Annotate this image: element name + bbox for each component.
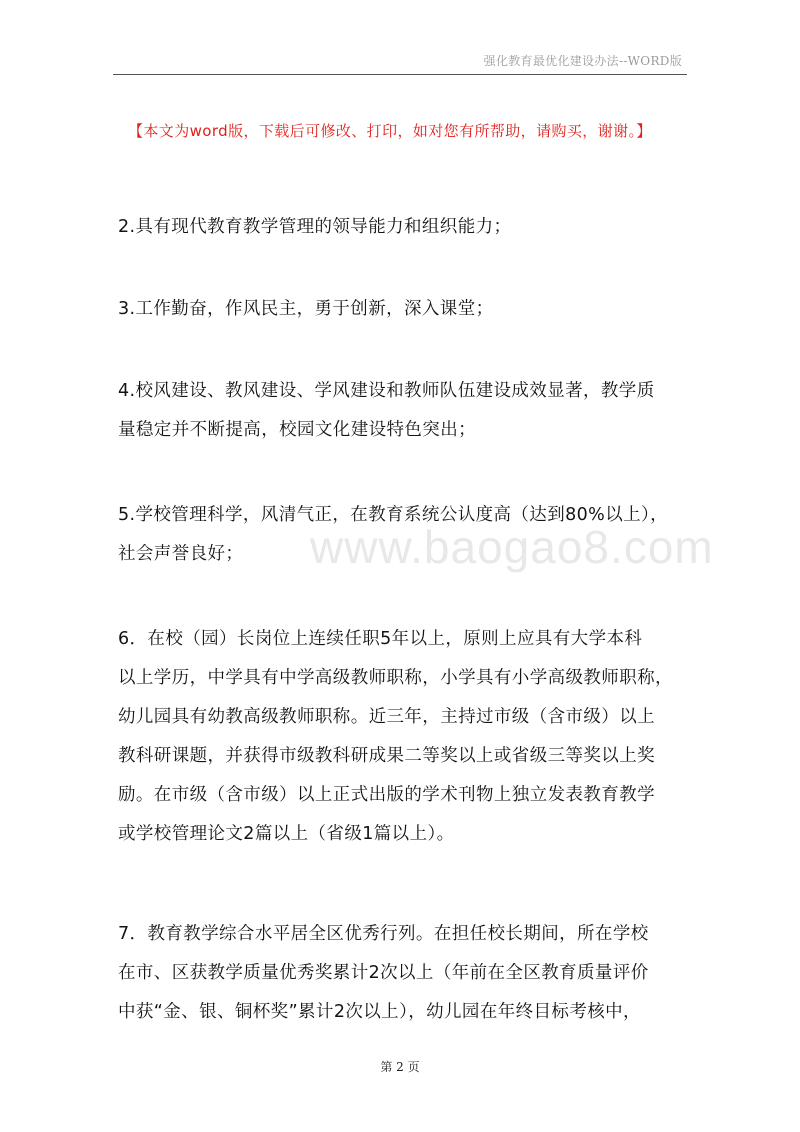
running-header-title: 强化教育最优化建设办法--WORD版 (483, 54, 682, 68)
paragraph-line: 7．教育教学综合水平居全区优秀行列。在担任校长期间，所在学校 (118, 924, 649, 944)
paragraph-line: 幼儿园具有幼教高级教师职称。近三年，主持过市级（含市级）以上 (118, 707, 655, 727)
paragraph-line: 4.校风建设、教风建设、学风建设和教师队伍建设成效显著，教学质 (118, 381, 655, 401)
watermark: www.baogao8.com (310, 521, 714, 573)
purchase-notice: 【本文为word版，下载后可修改、打印，如对您有所帮助，请购买，谢谢。】 (128, 122, 652, 140)
paragraph-line: 励。在市级（含市级）以上正式出版的学术刊物上独立发表教育教学 (118, 785, 655, 805)
paragraph-line: 3.工作勤奋，作风民主，勇于创新，深入课堂； (118, 299, 494, 319)
paragraph-line: 5.学校管理科学，风清气正，在教育系统公认度高（达到80%以上）， (118, 505, 669, 525)
paragraph-line: 教科研课题，并获得市级教科研成果二等奖以上或省级三等奖以上奖 (118, 746, 655, 766)
paragraph-line: 量稳定并不断提高，校园文化建设特色突出； (118, 420, 476, 440)
paragraph-line: 2.具有现代教育教学管理的领导能力和组织能力； (118, 217, 512, 237)
paragraph-item-6 (118, 620, 688, 854)
paragraph-item-7 (118, 915, 688, 1032)
paragraph-item-2 (118, 208, 688, 247)
paragraph-item-5 (118, 496, 688, 574)
header-divider (113, 74, 687, 75)
page-number: 第 2 页 (380, 1060, 420, 1074)
paragraph-line: 6．在校（园）长岗位上连续任职5年以上，原则上应具有大学本科 (118, 629, 643, 649)
paragraph-line: 在市、区获教学质量优秀奖累计2次以上（年前在全区教育质量评价 (118, 963, 649, 983)
paragraph-item-4 (118, 372, 688, 450)
paragraph-line: 以上学历，中学具有中学高级教师职称，小学具有小学高级教师职称， (118, 668, 673, 688)
paragraph-line: 或学校管理论文2篇以上（省级1篇以上）。 (118, 824, 455, 844)
paragraph-line: 社会声誉良好； (118, 544, 244, 564)
paragraph-item-3 (118, 290, 688, 329)
paragraph-line: 中获“金、银、铜杯奖”累计2次以上），幼儿园在年终目标考核中， (118, 1002, 641, 1022)
